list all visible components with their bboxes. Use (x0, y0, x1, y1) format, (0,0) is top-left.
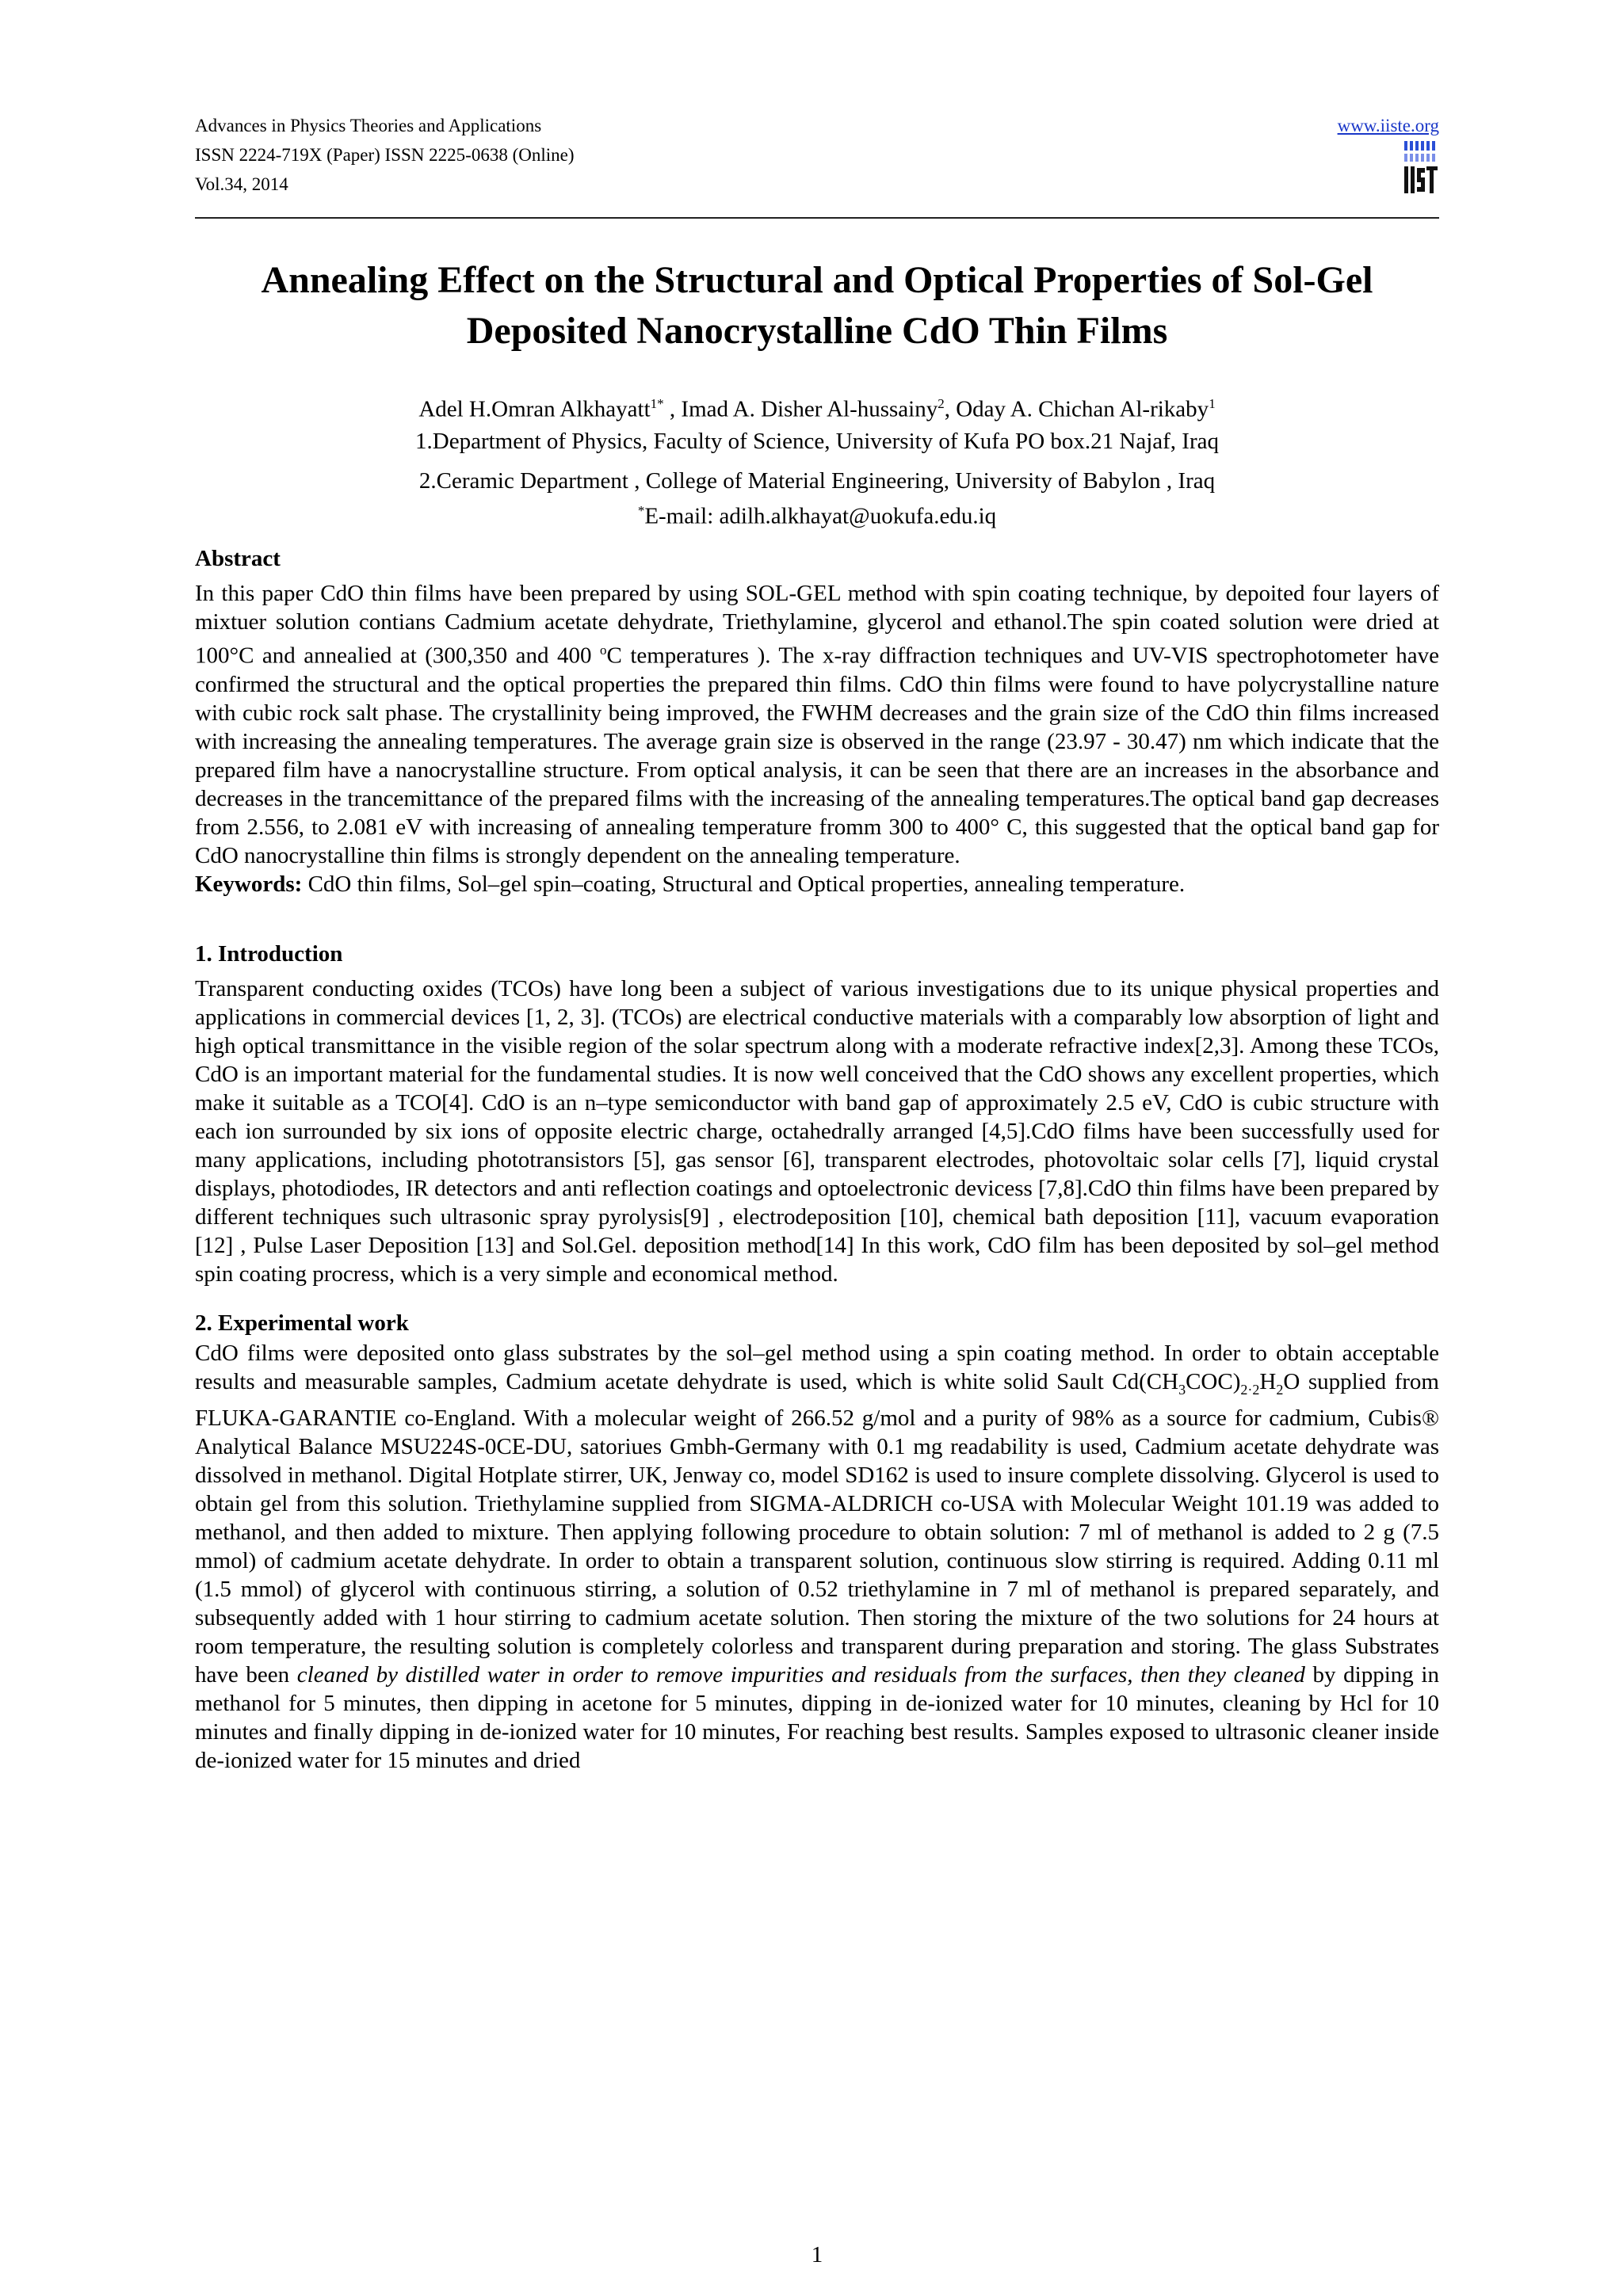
author-list (195, 388, 1439, 425)
abstract-text-a: In this paper CdO thin films have been prepared by using SOL-GEL method with spin coating technique, by depoited four layers of mixtuer solution contians Cadmium acetate dehydrate, Triethylamine, glycerol and ethanol.The spin coated solution were dried at 100°C and annealied at (300,350 and 400 (195, 581, 1439, 669)
s2-sub-2: 2 (1240, 1381, 1248, 1398)
author-2-sup: 2 (938, 396, 945, 411)
paper-page (195, 111, 1439, 2267)
paper-title: Annealing Effect on the Structural and Optical Properties of Sol-Gel Deposited Nanocrystalline CdO Thin Films (261, 259, 1373, 352)
abstract-text (195, 579, 1439, 870)
s2-part-4: H (1259, 1368, 1277, 1394)
s2-sub-1: 3 (1178, 1381, 1186, 1398)
section-2-heading: 2. Experimental work (195, 1310, 409, 1336)
journal-header (195, 111, 1439, 222)
author-2: , Imad A. Disher Al-hussainy (663, 396, 938, 422)
journal-name: Advances in Physics Theories and Applications (195, 116, 542, 135)
page-number: 1 (811, 2242, 823, 2267)
header-rule (195, 217, 1439, 219)
keywords-list: CdO thin films, Sol–gel spin–coating, Structural and Optical properties, annealing temperature. (302, 871, 1186, 897)
iiste-logo (1403, 141, 1439, 196)
abstract-degree-sup: o (600, 643, 607, 658)
email-sup: * (637, 502, 645, 518)
s2-part-2: COC) (1186, 1368, 1241, 1394)
s2-part-6: by dipping in methanol for 5 minutes, then dipping in acetone for 5 minutes, dipping in de-ionized water for 10 minutes, cleaning by Hcl for 10 minutes and finally dipping in de-ionized water for 10 minutes, For reaching best results. Samples exposed to ultrasonic cleaner inside de-ionized water for 15 minutes and dried (195, 1661, 1439, 1773)
author-3-sup: 1 (1209, 396, 1216, 411)
affiliation-1: 1.Department of Physics, Faculty of Science, University of Kufa PO box.21 Najaf, Iraq (415, 428, 1219, 454)
keywords (195, 870, 1439, 898)
abstract-text-b: C temperatures ). The x-ray diffraction techniques and UV-VIS spectrophotometer have confirmed the structural and the optical properties the prepared thin films. CdO thin films were found to have polycrystalline nature with cubic rock salt phase. The crystallinity being improved, the FWHM decreases and the grain size of the CdO thin films increased with increasing the annealing temperatures. The average grain size is observed in the range (23.97 - 30.47) nm which indicate that the prepared film have a nanocrystalline structure. From optical analysis, it can be seen that there are an increases in the absorbance and decreases in the trancemittance of the prepared films with the increasing of the annealing temperatures.The optical band gap decreases from 2.556, to 2.081 eV with increasing of annealing temperature fromm 300 to 400° C, this suggested that the optical band gap for CdO nanocrystalline thin films is strongly dependent on the annealing temperature. (195, 643, 1439, 868)
author-1: Adel H.Omran Alkhayatt (418, 396, 651, 422)
author-1-sup: 1* (650, 396, 664, 411)
issn: ISSN 2224-719X (Paper) ISSN 2225-0638 (Online) (195, 145, 575, 165)
section-1-heading: 1. Introduction (195, 940, 343, 967)
s2-part-5: O supplied from FLUKA-GARANTIE co-England. With a molecular weight of 266.52 g/mol and a purity of 98% as a source for cadmium, Cubis® Analytical Balance MSU224S-0CE-DU, satoriues Gmbh-Germany with 0.1 mg readability is used, Cadmium acetate dehydrate was dissolved in methanol. Digital Hotplate stirrer, UK, Jenway co, model SD162 is used to insure complete dissolving. Glycerol is used to obtain gel from this solution. Triethylamine supplied from SIGMA-ALDRICH co-USA with Molecular Weight 101.19 was added to methanol, and then added to mixture. Then applying following procedure to obtain solution: 7 ml of methanol is added to 2 g (7.5 mmol) of cadmium acetate dehydrate. In order to obtain a transparent solution, continuous slow stirring is required. Adding 0.11 ml (1.5 mmol) of glycerol with continuous stirring, a solution of 0.52 triethylamine in 7 ml of methanol is prepared separately, and subsequently added with 1 hour stirring to cadmium acetate solution. Then storing the mixture of the two solutions for 24 hours at room temperature, the resulting solution is completely colorless and transparent during preparation and storing. The glass Substrates have been (195, 1368, 1439, 1688)
s2-part-1: CdO films were deposited onto glass substrates by the sol–gel method using a spin coating method. In order to obtain acceptable results and measurable samples, Cadmium acetate dehydrate is used, which is white solid Sault Cd(CH (195, 1340, 1439, 1394)
affiliation-2: 2.Ceramic Department , College of Material Engineering, University of Babylon , Iraq (418, 467, 1216, 494)
author-3: , Oday A. Chichan Al-rikaby (944, 396, 1209, 422)
email-text: E-mail: adilh.alkhayat@uokufa.edu.iq (644, 503, 997, 529)
site-link[interactable]: www.iiste.org (1337, 116, 1439, 135)
s2-sub-4: 2 (1276, 1381, 1284, 1398)
keywords-label: Keywords: (195, 871, 303, 897)
s2-italic: cleaned by distilled water in order to remove impurities and residuals from the surfaces, then they cleaned (296, 1661, 1305, 1688)
section-2-text (195, 1339, 1439, 1775)
section-1-text: Transparent conducting oxides (TCOs) have long been a subject of various investigations due to its unique physical properties and applications in commercial devices [1, 2, 3]. (TCOs) are electrical conductive materials with a comparably low absorption of light and high optical transmittance in the visible region of the solar spectrum along with a moderate refractive index[2,3]. Among these TCOs, CdO is an important material for the fundamental studies. It is now well conceived that the CdO shows any excellent properties, which make it suitable as a TCO[4]. CdO is an n–type semiconductor with band gap of approximately 2.5 eV, CdO is cubic structure with each ion surrounded by six ions of opposite electric charge, octahedrally arranged [4,5].CdO films have been successfully used for many applications, including phototransistors [5], gas sensor [6], transparent electrodes, photovoltaic solar cells [7], liquid crystal displays, photodiodes, IR detectors and anti reflection coatings and optoelectronic devicess [7,8].CdO thin films have been prepared by different techniques such ultrasonic spray pyrolysis[9] , electrodeposition [10], chemical bath deposition [11], vacuum evaporation [12] , Pulse Laser Deposition [13] and Sol.Gel. deposition method[14] In this work, CdO film has been deposited by sol–gel method spin coating procress, which is a very simple and economical method. (195, 975, 1439, 1287)
header-right (1338, 111, 1439, 140)
abstract-heading: Abstract (195, 546, 281, 572)
s2-sub-dot: · (1247, 1381, 1253, 1398)
author-email (195, 497, 1439, 531)
volume: Vol.34, 2014 (195, 174, 288, 194)
s2-sub-3: 2 (1252, 1381, 1260, 1398)
header-left (195, 111, 1439, 199)
